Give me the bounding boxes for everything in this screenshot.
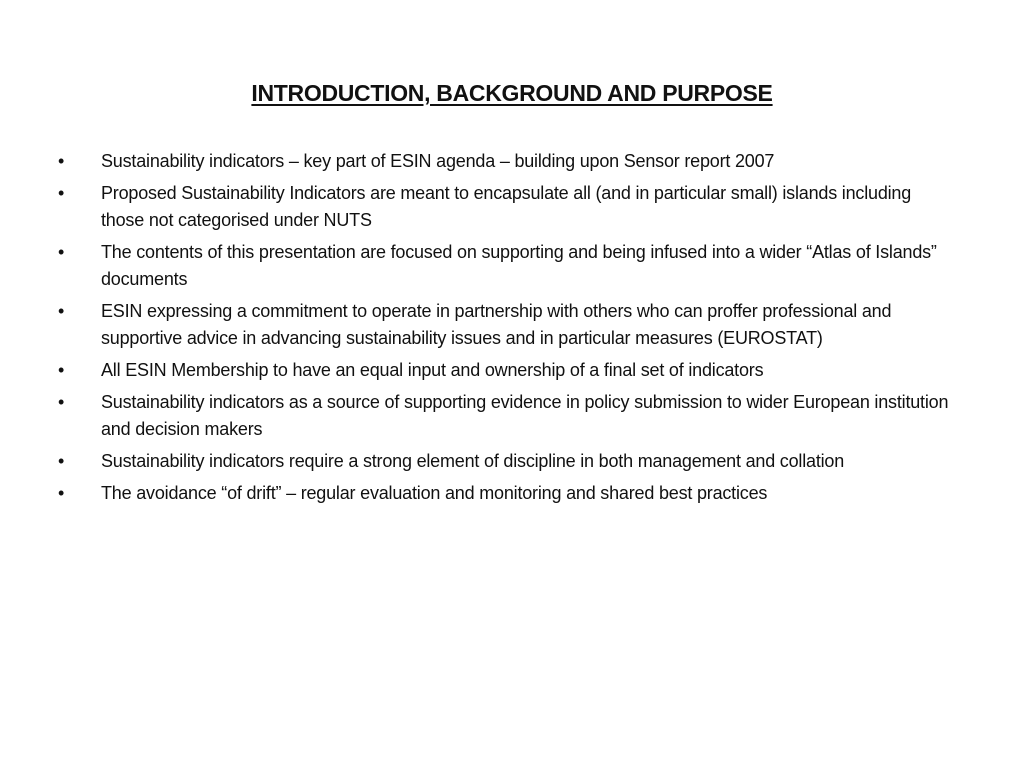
bullet-item bbox=[58, 357, 958, 384]
bullet-text: Sustainability indicators – key part of ESIN agenda – building upon Sensor report 2007 bbox=[101, 151, 775, 171]
bullet-text: Sustainability indicators as a source of supporting evidence in policy submission to wider European institution and decision makers bbox=[101, 392, 949, 439]
bullet-text: ESIN expressing a commitment to operate in partnership with others who can proffer professional and supportive advice in advancing sustainability issues and in particular measures (EUROSTAT) bbox=[101, 301, 892, 348]
bullet-dot-icon: • bbox=[58, 151, 65, 171]
bullet-dot-icon: • bbox=[58, 242, 65, 262]
bullet-item bbox=[58, 480, 958, 507]
bullet-text: The contents of this presentation are focused on supporting and being infused into a wider “Atlas of Islands” documents bbox=[101, 242, 937, 289]
bullet-dot-icon: • bbox=[58, 360, 65, 380]
bullet-item bbox=[58, 298, 958, 352]
bullet-text: All ESIN Membership to have an equal input and ownership of a final set of indicators bbox=[101, 360, 764, 380]
bullet-dot-icon: • bbox=[58, 451, 65, 471]
bullet-dot-icon: • bbox=[58, 301, 65, 321]
bullet-item bbox=[58, 448, 958, 475]
bullet-dot-icon: • bbox=[58, 392, 65, 412]
bullet-item bbox=[58, 148, 958, 175]
bullet-item bbox=[58, 180, 958, 234]
bullet-dot-icon: • bbox=[58, 183, 65, 203]
bullet-text: Sustainability indicators require a strong element of discipline in both management and collation bbox=[101, 451, 845, 471]
slide-title: INTRODUCTION, BACKGROUND AND PURPOSE bbox=[251, 80, 773, 106]
bullet-text: Proposed Sustainability Indicators are meant to encapsulate all (and in particular small) islands including those not categorised under NUTS bbox=[101, 183, 912, 230]
bullet-text: The avoidance “of drift” – regular evaluation and monitoring and shared best practices bbox=[101, 483, 768, 503]
bullet-dot-icon: • bbox=[58, 483, 65, 503]
bullet-list bbox=[58, 148, 958, 512]
bullet-item bbox=[58, 239, 958, 293]
bullet-item bbox=[58, 389, 958, 443]
